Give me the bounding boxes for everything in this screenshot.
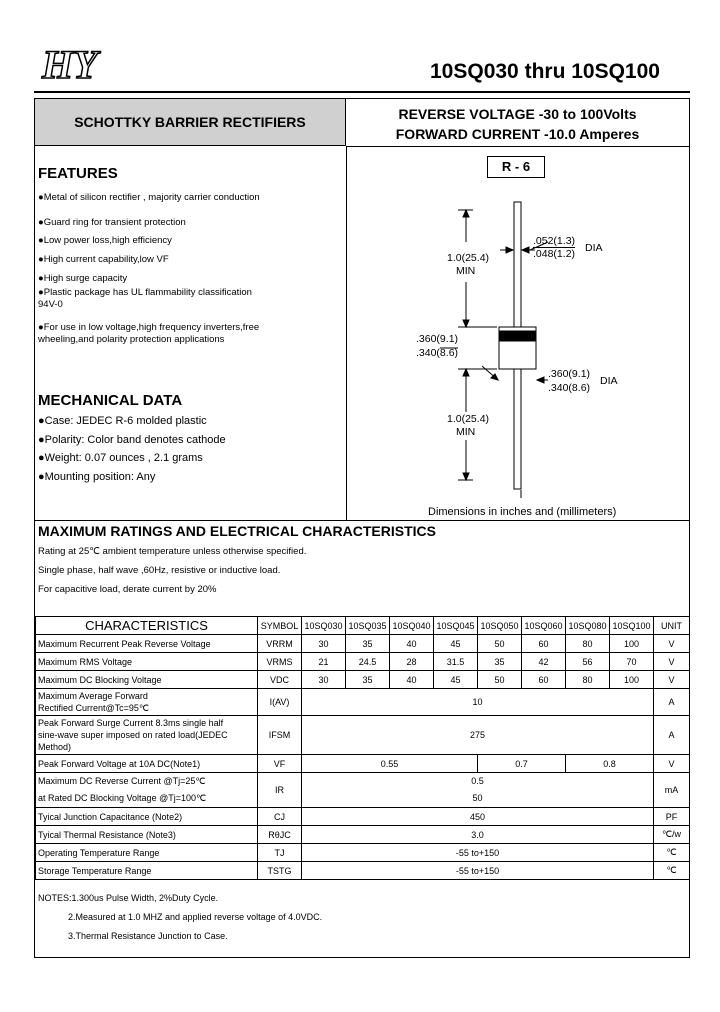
bottom-lead [514, 369, 521, 489]
page-title: 10SQ030 thru 10SQ100 [430, 60, 660, 83]
hy-logo [36, 44, 166, 84]
unit-header: UNIT [654, 617, 690, 635]
param-label: Storage Temperature Range [36, 862, 258, 880]
param-value: 35 [478, 653, 522, 671]
table-row [36, 844, 690, 862]
param-value: 100 [610, 635, 654, 653]
part-header: 10SQ030 [302, 617, 346, 635]
param-unit: V [654, 635, 690, 653]
table-row [36, 826, 690, 844]
table-row [36, 755, 690, 773]
footnote: NOTES:1.300us Pulse Width, 2%Duty Cycle. [38, 893, 219, 903]
table-row [36, 716, 690, 755]
rating-note: Rating at 25℃ ambient temperature unless otherwise specified. [38, 546, 307, 557]
part-header: 10SQ060 [522, 617, 566, 635]
param-symbol: IFSM [258, 716, 302, 755]
lead-dia-label: DIA [585, 242, 603, 254]
param-value: 24.5 [346, 653, 390, 671]
param-value: 30 [302, 671, 346, 689]
param-value: 40 [390, 671, 434, 689]
param-value: 42 [522, 653, 566, 671]
table-header-row [36, 617, 690, 635]
param-value: 0.7 [478, 755, 566, 773]
param-value: 60 [522, 671, 566, 689]
feature-item: ●High current capability,low VF [38, 254, 169, 265]
part-header: 10SQ050 [478, 617, 522, 635]
param-unit: A [654, 689, 690, 716]
package-label: R - 6 [487, 156, 545, 178]
param-symbol: IR [258, 773, 302, 808]
characteristics-table [35, 616, 690, 880]
body-length-top: .360(9.1) [416, 333, 459, 345]
mechanical-item: ●Polarity: Color band denotes cathode [38, 434, 226, 446]
feature-item: ●For use in low voltage,high frequency inverters,free [38, 322, 260, 333]
param-unit: ℃ [654, 862, 690, 880]
param-value: 3.0 [302, 826, 654, 844]
param-unit: V [654, 671, 690, 689]
param-label: Maximum DC Blocking Voltage [36, 671, 258, 689]
body-length-bottom: .340(8.6) [416, 347, 459, 359]
param-label [36, 716, 258, 755]
logo-text: HY [42, 44, 98, 84]
footnote: 2.Measured at 1.0 MHZ and applied reverse voltage of 4.0VDC. [68, 912, 323, 922]
mechanical-title: MECHANICAL DATA [38, 392, 183, 409]
forward-current-line: FORWARD CURRENT -10.0 Amperes [395, 126, 640, 142]
param-value [302, 773, 654, 808]
mechanical-item: ●Weight: 0.07 ounces , 2.1 grams [38, 452, 203, 464]
body-dia-bottom: .340(8.6) [548, 382, 591, 394]
param-value: -55 to+150 [302, 862, 654, 880]
dimensions-caption: Dimensions in inches and (millimeters) [428, 506, 617, 518]
table-row [36, 862, 690, 880]
param-unit: ℃/w [654, 826, 690, 844]
param-symbol: TSTG [258, 862, 302, 880]
label-line: Maximum Average Forward [38, 691, 148, 701]
characteristics-header: CHARACTERISTICS [36, 617, 258, 635]
body-dia-top: .360(9.1) [548, 368, 591, 380]
header-divider [346, 146, 689, 147]
feature-item: ●Guard ring for transient protection [38, 217, 186, 228]
param-symbol: VF [258, 755, 302, 773]
lead-dia-bottom: .048(1.2) [533, 248, 576, 260]
part-header: 10SQ045 [434, 617, 478, 635]
param-value: 100 [610, 671, 654, 689]
table-row [36, 773, 690, 808]
value-line: 50 [472, 793, 483, 803]
column-divider [346, 146, 347, 520]
param-symbol: VRRM [258, 635, 302, 653]
features-title: FEATURES [38, 165, 118, 182]
param-unit: ℃ [654, 844, 690, 862]
param-value: 35 [346, 671, 390, 689]
param-value: 45 [434, 671, 478, 689]
param-value: 21 [302, 653, 346, 671]
cathode-band [499, 331, 536, 341]
param-value: 450 [302, 808, 654, 826]
param-value: 0.8 [566, 755, 654, 773]
table-row [36, 808, 690, 826]
top-lead-length: 1.0(25.4) [447, 252, 490, 264]
param-label: Maximum RMS Voltage [36, 653, 258, 671]
param-value: 40 [390, 635, 434, 653]
param-unit: V [654, 755, 690, 773]
ratings-divider [35, 520, 689, 521]
symbol-header: SYMBOL [258, 617, 302, 635]
param-label [36, 773, 258, 808]
param-symbol: I(AV) [258, 689, 302, 716]
param-value: 80 [566, 635, 610, 653]
table-row [36, 653, 690, 671]
feature-item: ●Plastic package has UL flammability classification [38, 287, 252, 298]
label-line: sine-wave super imposed on rated load(JEDEC [38, 730, 228, 740]
part-header: 10SQ040 [390, 617, 434, 635]
body-dia-label: DIA [600, 375, 618, 387]
table-row [36, 689, 690, 716]
param-label: Tyical Thermal Resistance (Note3) [36, 826, 258, 844]
ratings-header [346, 104, 689, 144]
param-symbol: TJ [258, 844, 302, 862]
param-symbol: RθJC [258, 826, 302, 844]
feature-item: wheeling,and polarity protection applications [38, 334, 225, 345]
param-symbol: CJ [258, 808, 302, 826]
label-line: Method) [38, 742, 72, 752]
mechanical-item: ●Mounting position: Any [38, 471, 156, 483]
param-symbol: VDC [258, 671, 302, 689]
param-label: Tyical Junction Capacitance (Note2) [36, 808, 258, 826]
param-value: 60 [522, 635, 566, 653]
param-unit: mA [654, 773, 690, 808]
label-line: Maximum DC Reverse Current @Tj=25℃ [38, 776, 206, 786]
param-value: 30 [302, 635, 346, 653]
part-header: 10SQ100 [610, 617, 654, 635]
part-header: 10SQ035 [346, 617, 390, 635]
feature-item: ●Low power loss,high efficiency [38, 235, 172, 246]
table-row [36, 671, 690, 689]
lead-dia-top: .052(1.3) [533, 235, 576, 247]
feature-item: ●High surge capacity [38, 273, 128, 284]
param-value: 35 [346, 635, 390, 653]
footnote: 3.Thermal Resistance Junction to Case. [68, 931, 228, 941]
part-header: 10SQ080 [566, 617, 610, 635]
reverse-voltage-line: REVERSE VOLTAGE -30 to 100Volts [398, 106, 637, 122]
param-label: Maximum Recurrent Peak Reverse Voltage [36, 635, 258, 653]
param-label [36, 689, 258, 716]
feature-item: 94V-0 [38, 299, 63, 310]
param-value: 31.5 [434, 653, 478, 671]
ratings-title: MAXIMUM RATINGS AND ELECTRICAL CHARACTERISTICS [38, 523, 436, 539]
param-value: 10 [302, 689, 654, 716]
param-value: 70 [610, 653, 654, 671]
table-row [36, 635, 690, 653]
rating-note: Single phase, half wave ,60Hz, resistive or inductive load. [38, 565, 281, 576]
param-unit: V [654, 653, 690, 671]
param-value: 56 [566, 653, 610, 671]
title-rule [34, 91, 690, 93]
param-unit: PF [654, 808, 690, 826]
mechanical-item: ●Case: JEDEC R-6 molded plastic [38, 415, 207, 427]
param-value: 275 [302, 716, 654, 755]
param-value: -55 to+150 [302, 844, 654, 862]
bottom-lead-min: MIN [456, 426, 476, 438]
top-lead-min: MIN [456, 265, 476, 277]
value-line: 0.5 [471, 776, 484, 786]
param-value: 50 [478, 671, 522, 689]
param-value: 0.55 [302, 755, 478, 773]
label-line: Peak Forward Surge Current 8.3ms single half [38, 718, 224, 728]
param-value: 80 [566, 671, 610, 689]
param-value: 45 [434, 635, 478, 653]
label-line: at Rated DC Blocking Voltage @Tj=100℃ [38, 793, 207, 803]
product-type-header: SCHOTTKY BARRIER RECTIFIERS [35, 99, 346, 146]
feature-item: ●Metal of silicon rectifier , majority carrier conduction [38, 192, 260, 203]
param-label: Peak Forward Voltage at 10A DC(Note1) [36, 755, 258, 773]
rating-note: For capacitive load, derate current by 20% [38, 584, 217, 595]
param-unit: A [654, 716, 690, 755]
param-value: 50 [478, 635, 522, 653]
top-lead [514, 202, 521, 327]
param-symbol: VRMS [258, 653, 302, 671]
bottom-lead-length: 1.0(25.4) [447, 413, 490, 425]
param-value: 28 [390, 653, 434, 671]
label-line: Rectified Current@Tc=95℃ [38, 703, 150, 713]
param-label: Operating Temperature Range [36, 844, 258, 862]
